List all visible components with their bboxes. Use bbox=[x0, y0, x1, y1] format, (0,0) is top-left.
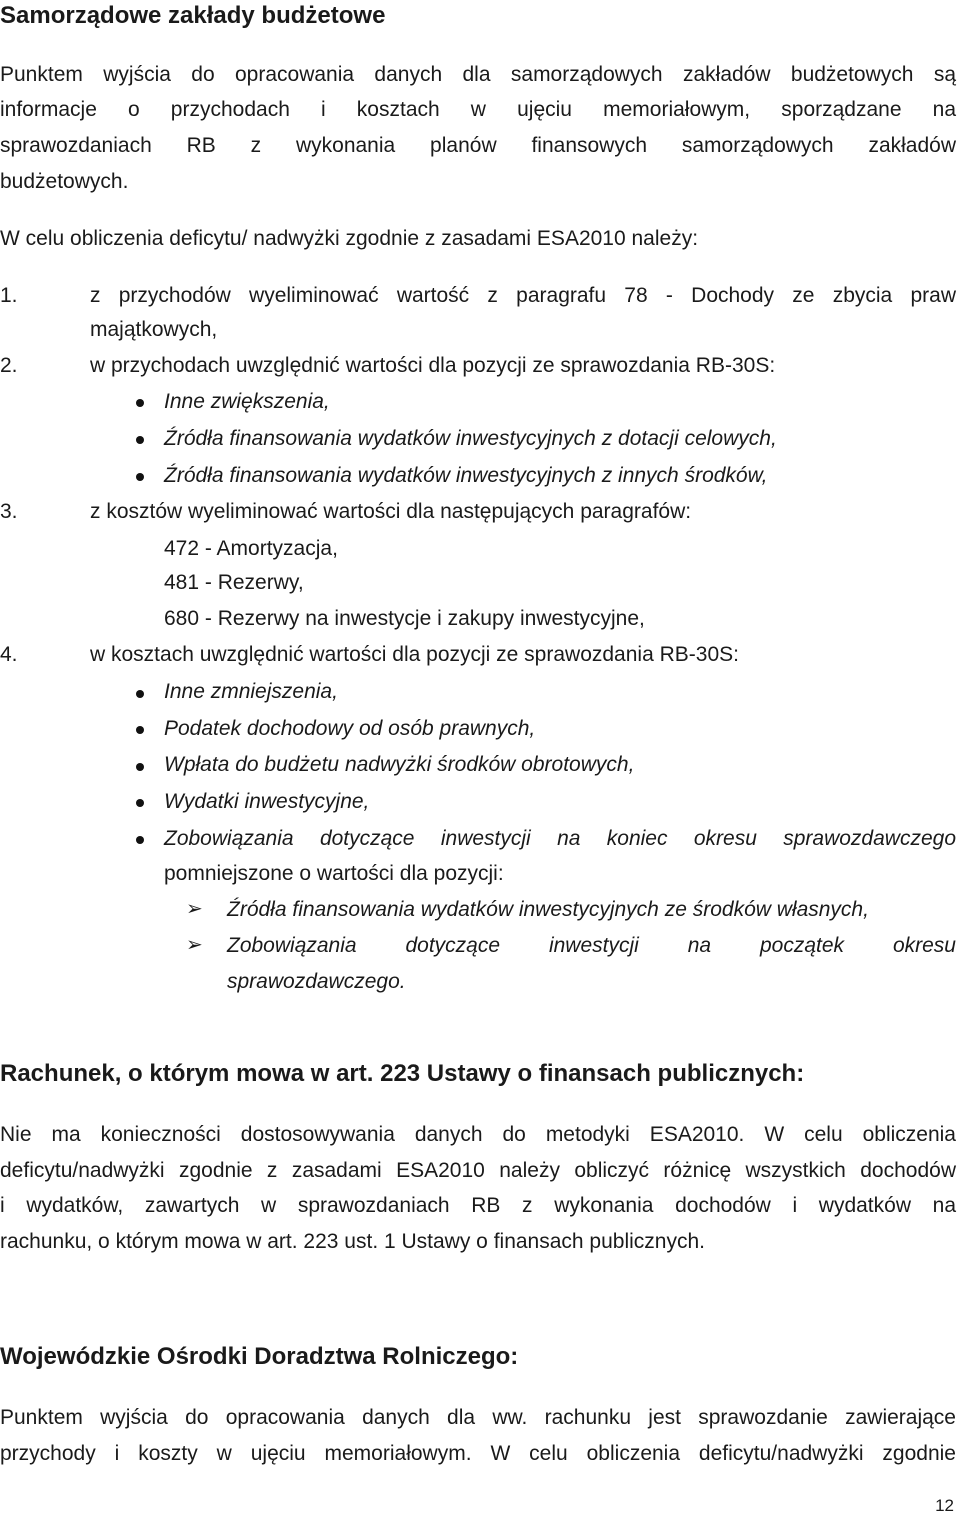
bullet-item: Podatek dochodowy od osób prawnych, bbox=[164, 717, 536, 740]
paragraph-line: Punktem wyjścia do opracowania danych dla ww. rachunku jest sprawozdanie zawierające bbox=[0, 1406, 956, 1429]
sub-item: 680 - Rezerwy na inwestycje i zakupy inwestycyjne, bbox=[164, 607, 645, 630]
paragraph-line: i wydatków, zawartych w sprawozdaniach RB z wykonania dochodów i wydatków na bbox=[0, 1194, 956, 1217]
arrow-bullet-icon: ➢ bbox=[186, 934, 203, 956]
lead-paragraph: W celu obliczenia deficytu/ nadwyżki zgodnie z zasadami ESA2010 należy: bbox=[0, 227, 699, 250]
bullet-item: Wydatki inwestycyjne, bbox=[164, 790, 370, 813]
bullet-icon bbox=[136, 436, 144, 444]
section-title: Samorządowe zakłady budżetowe bbox=[0, 2, 386, 29]
paragraph-line: deficytu/nadwyżki zgodnie z zasadami ESA2010 należy obliczyć różnicę wszystkich dochodów bbox=[0, 1159, 956, 1182]
section-title: Rachunek, o którym mowa w art. 223 Ustawy o finansach publicznych: bbox=[0, 1060, 805, 1087]
paragraph-line: rachunku, o którym mowa w art. 223 ust. 1 Ustawy o finansach publicznych. bbox=[0, 1230, 705, 1253]
list-item-text: z przychodów wyeliminować wartość z paragrafu 78 - Dochody ze zbycia praw bbox=[90, 284, 956, 307]
sub-item: 472 - Amortyzacja, bbox=[164, 537, 338, 560]
bullet-icon bbox=[136, 399, 144, 407]
sub-item: 481 - Rezerwy, bbox=[164, 571, 304, 594]
arrow-item: sprawozdawczego. bbox=[227, 970, 406, 993]
bullet-item: Zobowiązania dotyczące inwestycji na koniec okresu sprawozdawczego bbox=[164, 827, 956, 850]
section-title: Wojewódzkie Ośrodki Doradztwa Rolniczego: bbox=[0, 1343, 519, 1370]
paragraph-line: budżetowych. bbox=[0, 170, 129, 193]
bullet-item: Inne zwiększenia, bbox=[164, 390, 330, 413]
page-number: 12 bbox=[935, 1496, 954, 1515]
bullet-icon bbox=[136, 473, 144, 481]
list-item-text: z kosztów wyeliminować wartości dla następujących paragrafów: bbox=[90, 500, 692, 523]
bullet-icon bbox=[136, 690, 144, 698]
bullet-item: Źródła finansowania wydatków inwestycyjnych z dotacji celowych, bbox=[164, 427, 777, 450]
bullet-icon bbox=[136, 799, 144, 807]
bullet-icon bbox=[136, 726, 144, 734]
bullet-icon bbox=[136, 763, 144, 771]
arrow-item: Zobowiązania dotyczące inwestycji na początek okresu bbox=[227, 934, 956, 957]
arrow-bullet-icon: ➢ bbox=[186, 898, 203, 920]
paragraph-line: sprawozdaniach RB z wykonania planów finansowych samorządowych zakładów bbox=[0, 134, 956, 157]
paragraph-line: przychody i koszty w ujęciu memoriałowym. W celu obliczenia deficytu/nadwyżki zgodnie bbox=[0, 1442, 956, 1465]
list-number: 2. bbox=[0, 354, 18, 377]
bullet-item: Wpłata do budżetu nadwyżki środków obrotowych, bbox=[164, 753, 635, 776]
bullet-item: Inne zmniejszenia, bbox=[164, 680, 338, 703]
paragraph-line: informacje o przychodach i kosztach w ujęciu memoriałowym, sporządzane na bbox=[0, 98, 956, 121]
list-item-text: majątkowych, bbox=[90, 318, 218, 341]
bullet-item: Źródła finansowania wydatków inwestycyjnych z innych środków, bbox=[164, 464, 768, 487]
list-number: 4. bbox=[0, 643, 18, 666]
bullet-continuation: pomniejszone o wartości dla pozycji: bbox=[164, 862, 504, 885]
list-number: 1. bbox=[0, 284, 18, 307]
list-number: 3. bbox=[0, 500, 18, 523]
list-item-text: w przychodach uwzględnić wartości dla pozycji ze sprawozdania RB-30S: bbox=[90, 354, 776, 377]
paragraph-line: Nie ma konieczności dostosowywania danych do metodyki ESA2010. W celu obliczenia bbox=[0, 1123, 956, 1146]
bullet-icon bbox=[136, 836, 144, 844]
list-item-text: w kosztach uwzględnić wartości dla pozycji ze sprawozdania RB-30S: bbox=[90, 643, 739, 666]
paragraph-line: Punktem wyjścia do opracowania danych dla samorządowych zakładów budżetowych są bbox=[0, 63, 956, 86]
arrow-item: Źródła finansowania wydatków inwestycyjnych ze środków własnych, bbox=[227, 898, 869, 921]
